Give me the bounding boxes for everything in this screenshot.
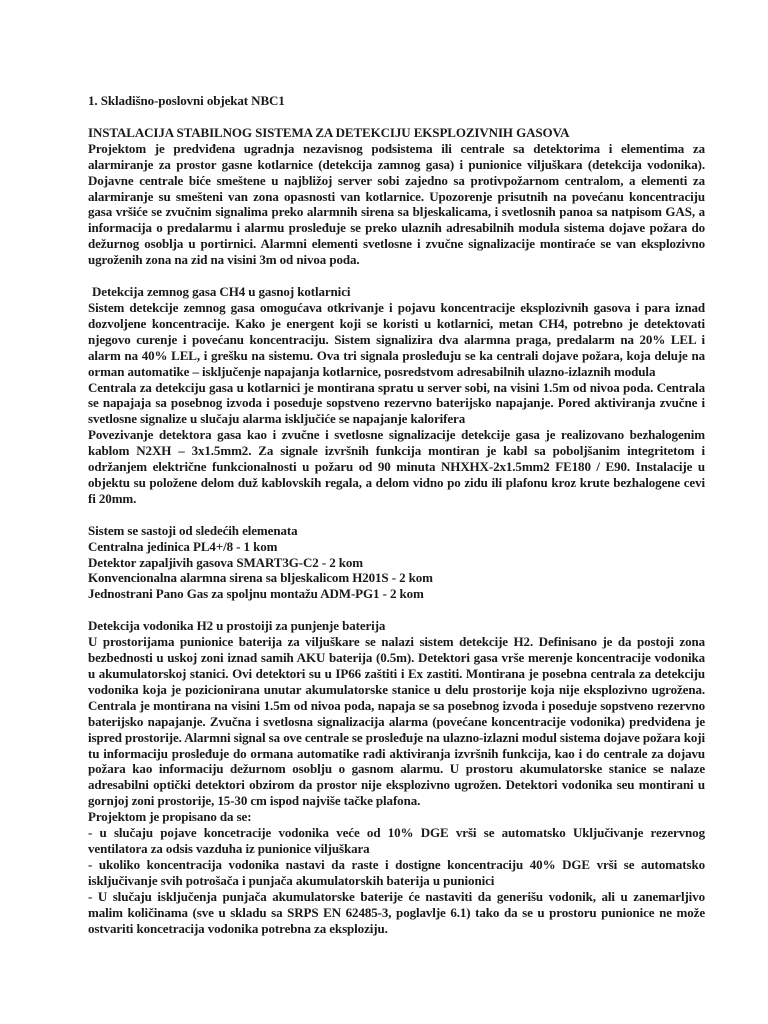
section-title: 1. Skladišno-poslovni objekat NBC1: [88, 93, 285, 108]
ch4-paragraph-2: Centrala za detekciju gasa u kotlarnici je montirana spratu u server sobi, na visini 1.5m od nivoa poda. Centrala se napajaja sa posebnog izvoda i poseduje sopstveno rezervno baterijsko napajanje. Pored aktiviranja zvučne i svetlosne signalize u slučaju alarma isključiće se napajanje kalorifera: [88, 379, 705, 427]
h2-heading: Detekcija vodonika H2 u prostoiji za punjenje baterija: [88, 618, 386, 634]
element-item: Detektor zapaljivih gasova SMART3G-C2 - 2 kom: [88, 554, 364, 570]
element-item: Jednostrani Pano Gas za spoljnu montažu ADM-PG1 - 2 kom: [88, 586, 424, 602]
main-heading: INSTALACIJA STABILNOG SISTEMA ZA DETEKCIJU EKSPLOZIVNIH GASOVA: [88, 124, 570, 140]
intro-paragraph: Projektom je predviđena ugradnja nezavisnog podsistema ili centrale sa detektorima i elementima za alarmiranje za prostor gasne kotlarnice (detekcija zamnog gasa) i punionice viljuškara (detekcija vodonika). Dojavne centrale biće smeštene u najbližoj server sobi zajedno sa protivpožarnom centralom, a elementi za alarmiranje su smešteni van zona opasnosti van kotlarnice. Upozorenje prisutnih na povećanu koncentraciju gasa vršiće se zvučnim signalima preko alarmnih sirena sa bljeskalicama, i svetlosnih panoa sa natpisom GAS, a informacija o predalarmu i alarmu prosleđuje se preko ulaznih adresabilnih modula sistema dojave požara do dežurnog osoblja u portirnici. Alarmni elementi svetlosne i zvučne signalizacije montiraće se van eksplozivno ugroženih zona na zid na visini 3m od nivoa poda.: [88, 140, 705, 268]
element-item: Konvencionalna alarmna sirena sa bljeskalicom H201S - 2 kom: [88, 570, 433, 586]
element-item: Centralna jedinica PL4+/8 - 1 kom: [88, 538, 278, 554]
document-page: [88, 93, 705, 936]
spacer: [88, 268, 705, 284]
ch4-paragraph-3: Povezivanje detektora gasa kao i zvučne i svetlosne signalizacije detekcije gasa je realizovano bezhalogenim kablom N2XH – 3x1.5mm2. Za signale izvršnih funkcija montiran je kabl sa poboljšanim integritetom i održanjem električne funkcionalnosti u požaru od 90 minuta NHXHX-2x1.5mm2 FE180 / E90. Instalacije u objektu su položene delom duž kablovskih regala, a delom vidno po zidu ili plafonu kroz krute bezhalogene cevi fi 20mm.: [88, 427, 705, 506]
spacer: [88, 507, 705, 523]
spacer: [88, 602, 705, 618]
spacer: [88, 109, 705, 125]
elements-intro: Sistem se sastoji od sledećih elemenata: [88, 522, 298, 538]
rule-item: - ukoliko koncentracija vodonika nastavi da raste i dostigne koncentraciju 40% DGE vrši se automatsko isključivanje svih potrošača i punjača akumulatorskih baterija u punionici: [88, 856, 705, 888]
ch4-paragraph-1: Sistem detekcije zemnog gasa omogućava otkrivanje i pojavu koncentracije eksplozivnih gasova i para iznad dozvoljene koncentracije. Kako je energent koji se koristi u kotlarnici, metan CH4, potrebno je detektovati njegovo curenje i povećanu koncentraciju. Sistem signalizira dva alarmna praga, predalarm na 20% LEL i alarm na 40% LEL, i grešku na sistemu. Ova tri signala prosleđuju se ka centrali dojave požara, koja deluje na orman automatike – isključenje napajanja kotlarnice, posredstvom adresabilnih ulazno-izlaznih modula: [88, 299, 705, 379]
projekt-intro: Projektom je propisano da se:: [88, 809, 252, 825]
rule-item: - U slučaju isključenja punjača akumulatorske baterije će nastaviti da generišu vodonik, ali u zanemarljivo malim količinama (sve u skladu sa SRPS EN 62485-3, poglavlje 6.1) tako da se u prostoru punionice ne može ostvariti koncetracija vodonika potrebna za eksploziju.: [88, 888, 705, 936]
rule-item: - u slučaju pojave koncetracije vodonika veće od 10% DGE vrši se automatsko Uključivanje rezervnog ventilatora za odsis vazduha iz punionice viljuškara: [88, 825, 705, 856]
h2-paragraph: U prostorijama punionice baterija za viljuškare se nalazi sistem detekcije H2. Definisano je da postoji zona bezbednosti u uskoj zoni iznad samih AKU baterija (0.5m). Detektori gasa vrše merenje koncentracije vodonika u akumulatorskoj stanici. Ovi detektori su u IP66 zaštiti i Ex zastiti. Montirana je posebna centrala za detekciju vodonika koja je pozicionirana unutar akumulatorske stanice u delu prostorije koja nije eksplozivno ugrožena. Centrala je montirana na visini 1.5m od nivoa poda, napaja se sa posebnog izvoda i poseduje sopstveno rezervno baterijsko napajanje. Zvučna i svetlosna signalizacija alarma (povećane koncentracije vodonika) predviđena je ispred prostorije. Alarmni signal sa ove centrale se prosleđuje na ulazno-izlazni modul sistema dojave požara koji tu informaciju prosleđuje do ormana automatike radi aktiviranja izvršnih funkcija, kao i do centrale za dojavu požara kao informaciju dežurnom osoblju o gasnom alarmu. U prostoru akumulatorske stanice se nalaze adresabilni optički detektori obzirom da prostor nije eksplozivno ugrožen. Detektori vodonika seu montirani u gornjoj zoni prostorije, 15-30 cm ispod najviše tačke plafona.: [88, 634, 705, 809]
ch4-heading: Detekcija zemnog gasa CH4 u gasnoj kotlarnici: [92, 284, 351, 300]
